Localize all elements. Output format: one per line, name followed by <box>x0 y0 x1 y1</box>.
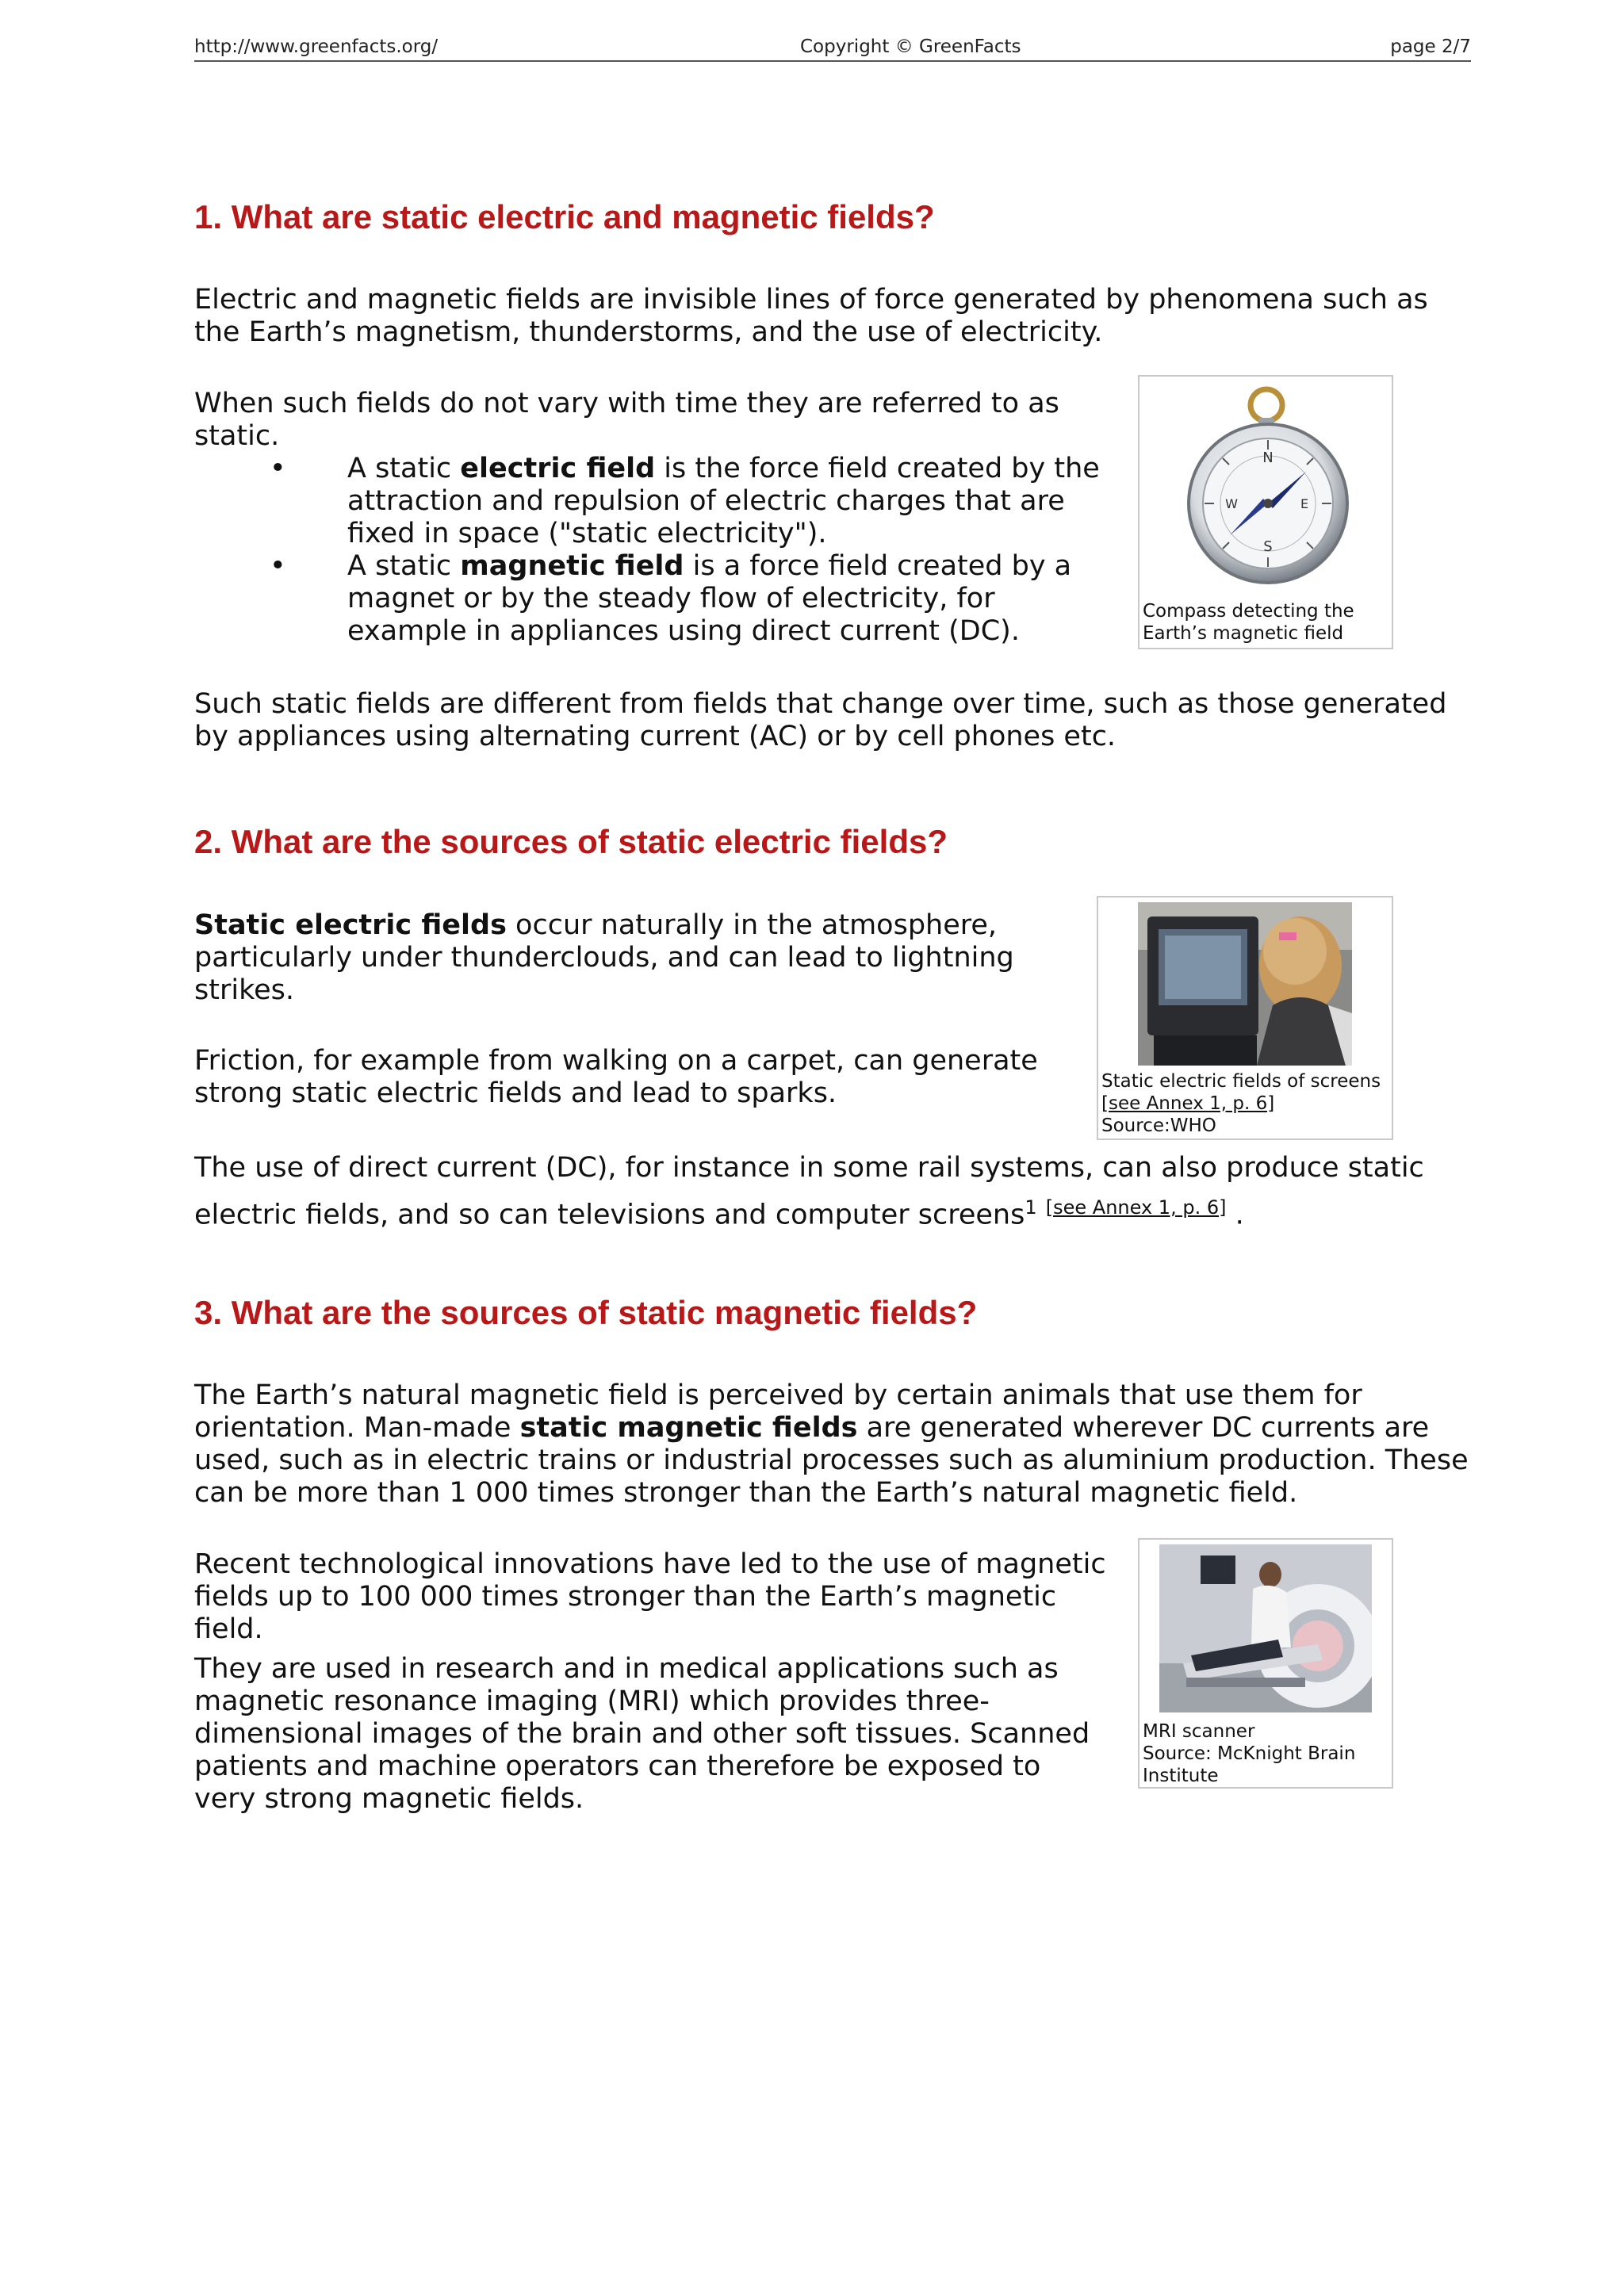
screens-source: Source:WHO <box>1101 1115 1216 1136</box>
section2-paragraph1: Static electric fields occur naturally in the atmosphere, particularly under thunderclouds, and can lead to lightning strikes. <box>194 909 1014 1006</box>
page-header <box>194 35 1471 62</box>
section3-paragraph1: The Earth’s natural magnetic field is perceived by certain animals that use them for orientation. Man-made static magnetic fields are generated wherever DC currents are used, such as in electric trains or industrial processes such as aluminium production. These can be more than 1 000 times stronger than the Earth’s natural magnetic field. <box>194 1380 1469 1509</box>
bullet-electric-field: A static electric field is the force field created by the attraction and repulsion of electric charges that are fixed in space ("static electricity"). <box>347 453 1100 549</box>
mri-caption-title: MRI scanner <box>1143 1721 1255 1742</box>
section1-paragraph2: When such fields do not vary with time they are referred to as static. <box>194 388 1059 452</box>
section1-paragraph3: Such static fields are different from fields that change over time, such as those generated by appliances using alternating current (AC) or by cell phones etc. <box>194 688 1447 752</box>
compass-letter-w: W <box>1225 496 1238 511</box>
compass-caption: Compass detecting the Earth’s magnetic field <box>1143 601 1354 644</box>
section2-paragraph3: The use of direct current (DC), for instance in some rail systems, can also produce static electric fields, and so can televisions and computer screens$^1$ [see Annex 1, p. 6] . <box>194 1152 1424 1231</box>
bullet-magnetic-field: A static magnetic field is a force field created by a magnet or by the steady flow of electricity, for example in appliances using direct current (DC). <box>347 550 1072 647</box>
screens-image <box>1138 902 1352 1066</box>
mri-figure <box>1138 1538 1393 1789</box>
section3-heading: 3. What are the sources of static magnetic fields? <box>194 1294 978 1331</box>
section1-heading: 1. What are static electric and magnetic fields? <box>194 198 935 235</box>
header-copyright: Copyright © GreenFacts <box>800 36 1021 57</box>
compass-letter-e: E <box>1300 496 1309 511</box>
compass-letter-n: N <box>1262 450 1274 466</box>
compass-letter-s: S <box>1263 538 1273 555</box>
bullet-marker: • <box>270 550 286 582</box>
section3-paragraph2: Recent technological innovations have led to the use of magnetic fields up to 100 000 times stronger than the Earth’s magnetic field. <box>194 1548 1106 1645</box>
screens-figure <box>1097 896 1393 1140</box>
header-url[interactable]: http://www.greenfacts.org/ <box>194 36 439 57</box>
screens-caption <box>1101 1070 1387 1137</box>
section3-paragraph3: They are used in research and in medical applications such as magnetic resonance imaging (MRI) which provides three-dimensional images of the brain and other soft tissues. Scanned patients and machine operators can therefore be exposed to very strong magnetic fields. <box>194 1653 1090 1815</box>
screens-caption-title: Static electric fields of screens <box>1101 1071 1381 1092</box>
section2-paragraph2: Friction, for example from walking on a carpet, can generate strong static electric fields and lead to sparks. <box>194 1045 1038 1109</box>
section2-heading: 2. What are the sources of static electric fields? <box>194 823 948 860</box>
header-page-number: page 2/7 <box>1390 36 1471 57</box>
screens-annex-link[interactable]: [see Annex 1, p. 6] <box>1101 1093 1275 1114</box>
compass-image <box>1171 383 1362 597</box>
annex-link[interactable]: [see Annex 1, p. 6] <box>1045 1196 1227 1219</box>
mri-caption <box>1143 1720 1381 1787</box>
compass-figure <box>1138 375 1393 649</box>
mri-image <box>1159 1544 1372 1712</box>
mri-source: Source: McKnight Brain Institute <box>1143 1743 1356 1786</box>
bullet-marker: • <box>270 453 286 484</box>
section1-paragraph1: Electric and magnetic fields are invisible lines of force generated by phenomena such as the Earth’s magnetism, thunderstorms, and the use of electricity. <box>194 284 1428 348</box>
